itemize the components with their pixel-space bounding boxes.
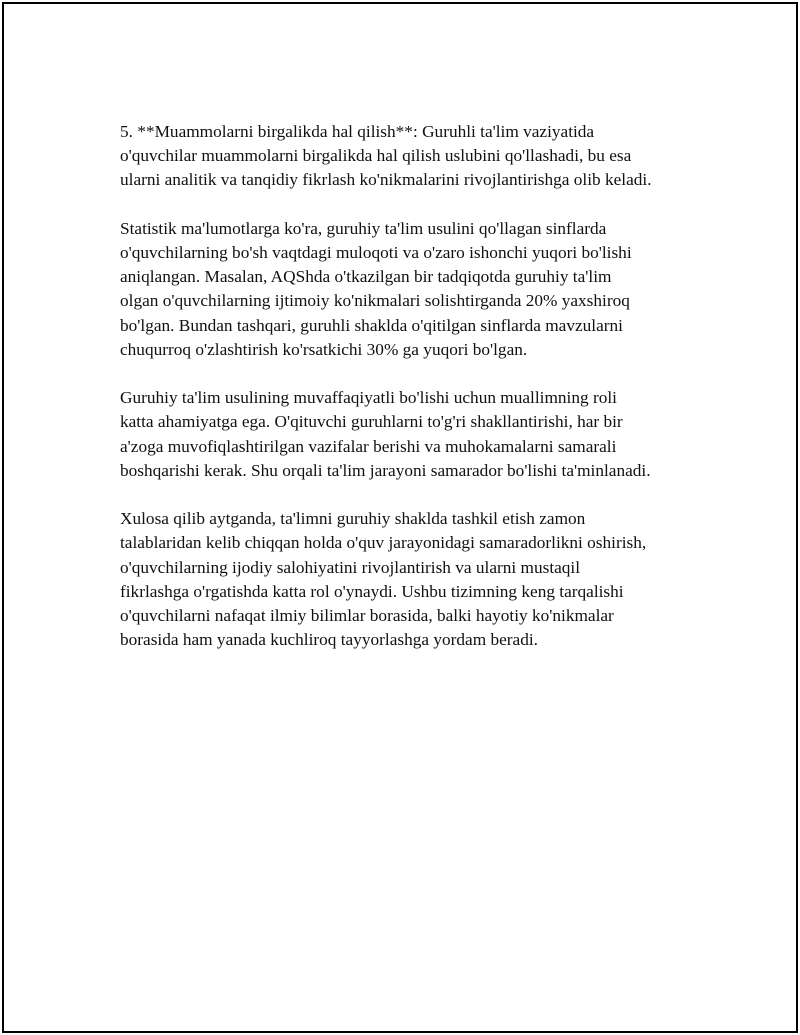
paragraph-conclusion <box>120 507 700 652</box>
text-line: boshqarishi kerak. Shu orqali ta'lim jarayoni samarador bo'lishi ta'minlanadi. <box>120 460 651 480</box>
text-line: a'zoga muvofiqlashtirilgan vazifalar berishi va muhokamalarni samarali <box>120 436 617 456</box>
text-line: borasida ham yanada kuchliroq tayyorlashga yordam beradi. <box>120 630 538 650</box>
text-line: talablaridan kelib chiqqan holda o'quv jarayonidagi samaradorlikni oshirish, <box>120 533 647 553</box>
text-line: katta ahamiyatga ega. O'qituvchi guruhlarni to'g'ri shakllantirishi, har bir <box>120 412 623 432</box>
text-line: chuqurroq o'zlashtirish ko'rsatkichi 30% ga yuqori bo'lgan. <box>120 339 528 359</box>
text-line: o'quvchilarning bo'sh vaqtdagi muloqoti va o'zaro ishonchi yuqori bo'lishi <box>120 243 632 262</box>
text-line: fikrlashga o'rgatishda katta rol o'ynaydi. Ushbu tizimning keng tarqalishi <box>120 581 624 601</box>
text-line: Xulosa qilib aytganda, ta'limni guruhiy shaklda tashkil etish zamon <box>120 509 586 529</box>
text-line: 5. **Muammolarni birgalikda hal qilish**: Guruhli ta'lim vaziyatida <box>120 122 595 141</box>
text-line: ularni analitik va tanqidiy fikrlash ko'nikmalarini rivojlantirishga olib keladi. <box>120 170 652 190</box>
document-body <box>120 120 700 677</box>
text-line: Statistik ma'lumotlarga ko'ra, guruhiy ta'lim usulini qo'llagan sinflarda <box>120 218 607 238</box>
text-line: o'quvchilar muammolarni birgalikda hal qilish uslubini qo'llashadi, bu esa <box>120 146 632 166</box>
paragraph-statistics <box>120 217 700 362</box>
page-frame <box>2 2 798 1033</box>
text-line: bo'lgan. Bundan tashqari, guruhli shaklda o'qitilgan sinflarda mavzularni <box>120 315 623 335</box>
text-line: olgan o'quvchilarning ijtimoiy ko'nikmalari solishtirganda 20% yaxshiroq <box>120 291 630 311</box>
paragraph-teacher-role <box>120 386 700 483</box>
paragraph-collaborative-problem-solving <box>120 120 700 193</box>
text-line: o'quvchilarni nafaqat ilmiy bilimlar borasida, balki hayotiy ko'nikmalar <box>120 606 614 626</box>
text-line: Guruhiy ta'lim usulining muvaffaqiyatli bo'lishi uchun muallimning roli <box>120 388 617 408</box>
text-line: o'quvchilarning ijodiy salohiyatini rivojlantirish va ularni mustaqil <box>120 557 581 577</box>
text-line: aniqlangan. Masalan, AQShda o'tkazilgan bir tadqiqotda guruhiy ta'lim <box>120 267 612 287</box>
